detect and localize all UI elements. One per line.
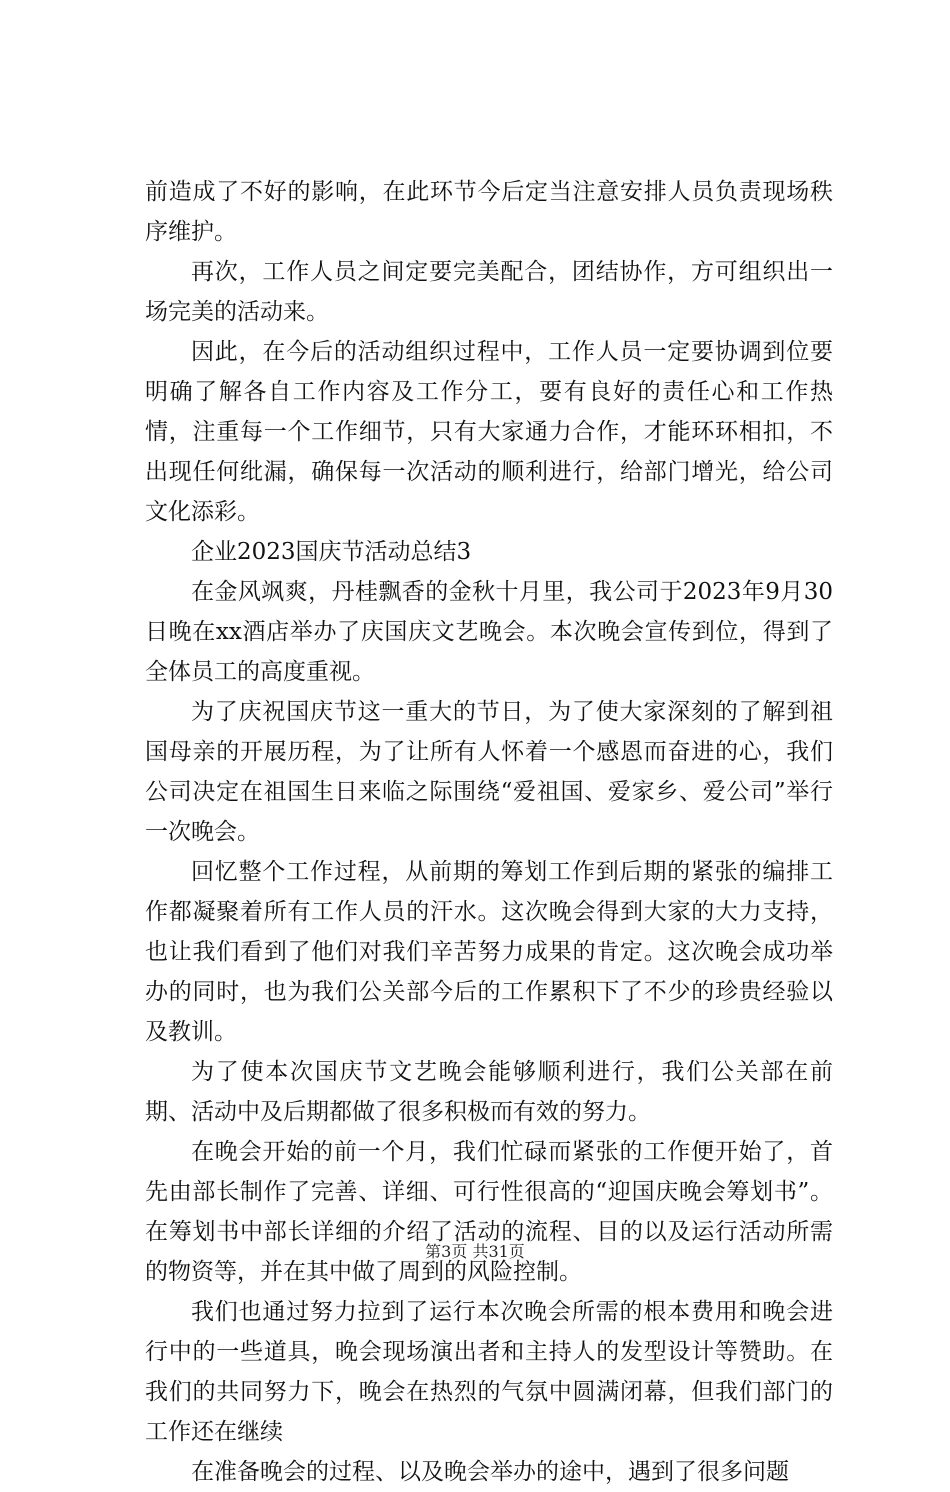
page-footer: 第3页 共31页 [425,1242,525,1261]
paragraph-6: 为了庆祝国庆节这一重大的节日，为了使大家深刻的了解到祖国母亲的开展历程，为了让所有人怀着一个感恩而奋进的心，我们公司决定在祖国生日来临之际围绕“爱祖国、爱家乡、爱公司”举行一次晚会。 [145,699,833,845]
paragraph-2: 再次，工作人员之间定要完美配合，团结协作，方可组织出一场完美的活动来。 [145,259,833,325]
document-body [145,172,833,1492]
paragraph-5: 在金风飒爽，丹桂飘香的金秋十月里，我公司于2023年9月30日晚在xx酒店举办了庆国庆文艺晚会。本次晚会宣传到位，得到了全体员工的高度重视。 [145,579,833,685]
paragraph-3: 因此，在今后的活动组织过程中，工作人员一定要协调到位要明确了解各自工作内容及工作分工，要有良好的责任心和工作热情，注重每一个工作细节，只有大家通力合作，才能环环相扣，不出现任何纰漏，确保每一次活动的顺利进行，给部门增光，给公司文化添彩。 [145,339,833,525]
section-heading: 企业2023国庆节活动总结3 [191,539,472,565]
paragraph-11: 在准备晚会的过程、以及晚会举办的途中，遇到了很多问题 [191,1459,789,1485]
paragraph-8: 为了使本次国庆节文艺晚会能够顺利进行，我们公关部在前期、活动中及后期都做了很多积极而有效的努力。 [145,1059,833,1125]
paragraph-9: 在晚会开始的前一个月，我们忙碌而紧张的工作便开始了，首先由部长制作了完善、详细、可行性很高的“迎国庆晚会筹划书”。在筹划书中部长详细的介绍了活动的流程、目的以及运行活动所需的物资等，并在其中做了周到的风险控制。 [145,1139,833,1285]
paragraph-10: 我们也通过努力拉到了运行本次晚会所需的根本费用和晚会进行中的一些道具，晚会现场演出者和主持人的发型设计等赞助。在我们的共同努力下，晚会在热烈的气氛中圆满闭幕，但我们部门的工作还在继续 [145,1299,833,1445]
paragraph-1: 前造成了不好的影响，在此环节今后定当注意安排人员负责现场秩序维护。 [145,179,833,245]
paragraph-7: 回忆整个工作过程，从前期的筹划工作到后期的紧张的编排工作都凝聚着所有工作人员的汗水。这次晚会得到大家的大力支持，也让我们看到了他们对我们辛苦努力成果的肯定。这次晚会成功举办的同时，也为我们公关部今后的工作累积下了不少的珍贵经验以及教训。 [145,859,833,1045]
